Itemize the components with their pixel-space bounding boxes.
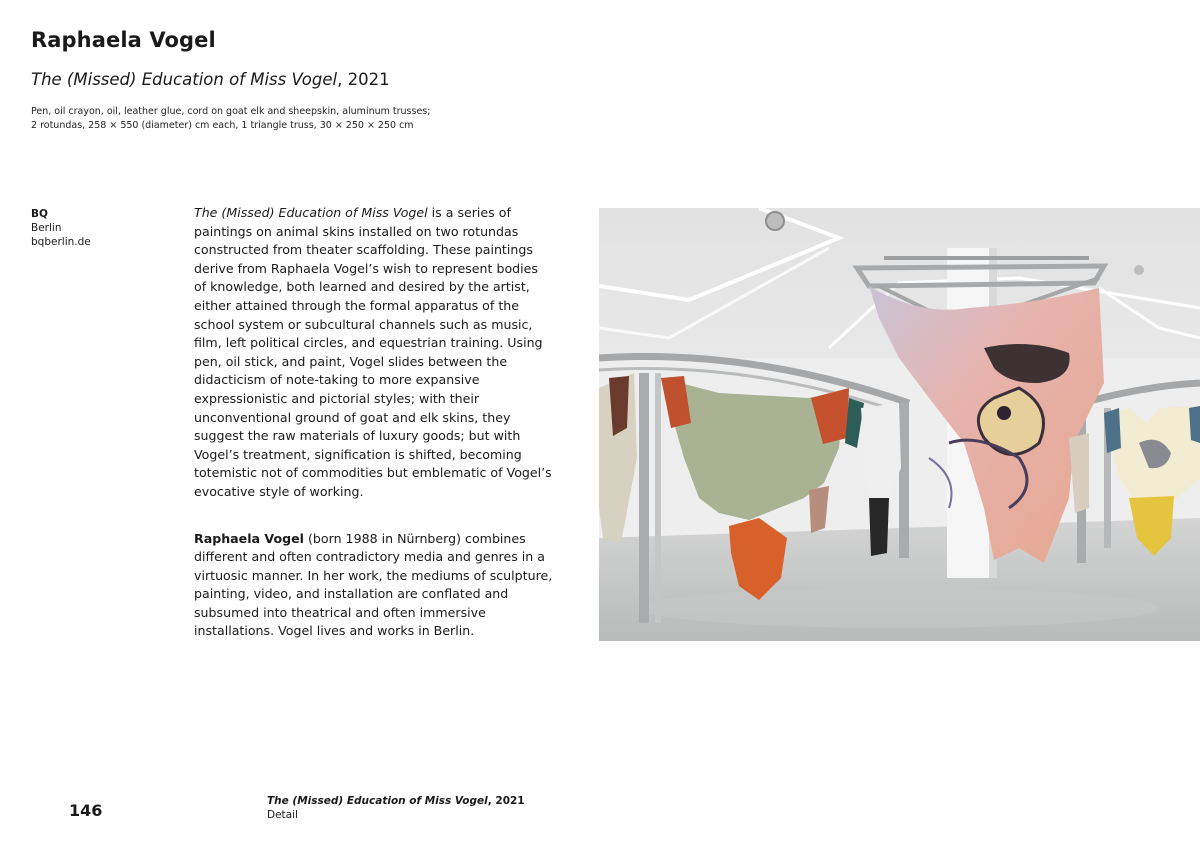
work-year: , 2021	[337, 70, 390, 89]
artist-name: Raphaela Vogel	[31, 28, 216, 52]
bio-text: (born 1988 in Nürnberg) combines different and often contradictory media and genres in a virtuosic manner. In her work, the mediums of sculpture, painting, video, and installation are conflated and subsumed into theatrical and often immersive installations. Vogel lives and works in Berlin.	[194, 530, 553, 639]
description-title: The (Missed) Education of Miss Vogel	[194, 205, 428, 220]
description-paragraph	[194, 204, 554, 502]
materials-line-2: 2 rotundas, 258 × 550 (diameter) cm each, 1 triangle truss, 30 × 250 × 250 cm	[31, 120, 414, 131]
work-title-italic: The (Missed) Education of Miss Vogel	[31, 70, 338, 89]
installation-illustration	[599, 208, 1200, 641]
caption-year: , 2021	[487, 795, 525, 807]
description-text: is a series of paintings on animal skins installed on two rotundas constructed from theater scaffolding. These paintings derive from Raphaela Vogel’s wish to represent bodies of knowledge, both learned and desired by the artist, either attained through the formal apparatus of the school system or subcultural channels such as music, film, left political circles, and equestrian training. Using pen, oil stick, and paint, Vogel slides between the didacticism of note-taking to more expansive expressionistic and pictorial styles; with their unconventional ground of goat and elk skins, they suggest the raw materials of luxury goods; but with Vogel’s treatment, signification is shifted, becoming totemistic not of commodities but emblematic of Vogel’s evocative style of working.	[194, 205, 552, 499]
body-text	[194, 204, 554, 641]
materials-line-1: Pen, oil crayon, oil, leather glue, cord on goat elk and sheepskin, aluminum trusses;	[31, 106, 431, 117]
gallery-website: bqberlin.de	[31, 236, 91, 248]
gallery-info	[31, 207, 91, 249]
bio-name: Raphaela Vogel	[194, 530, 304, 546]
caption-subtitle: Detail	[267, 809, 298, 821]
installation-photo	[599, 208, 1200, 641]
work-title	[31, 70, 390, 89]
page-number: 146	[69, 801, 103, 820]
gallery-name: BQ	[31, 208, 48, 220]
bio-paragraph	[194, 530, 554, 642]
materials-block	[31, 105, 430, 133]
photo-caption	[267, 794, 525, 822]
gallery-city: Berlin	[31, 222, 62, 234]
caption-title-line	[267, 794, 525, 808]
caption-title: The (Missed) Education of Miss Vogel	[267, 795, 488, 807]
